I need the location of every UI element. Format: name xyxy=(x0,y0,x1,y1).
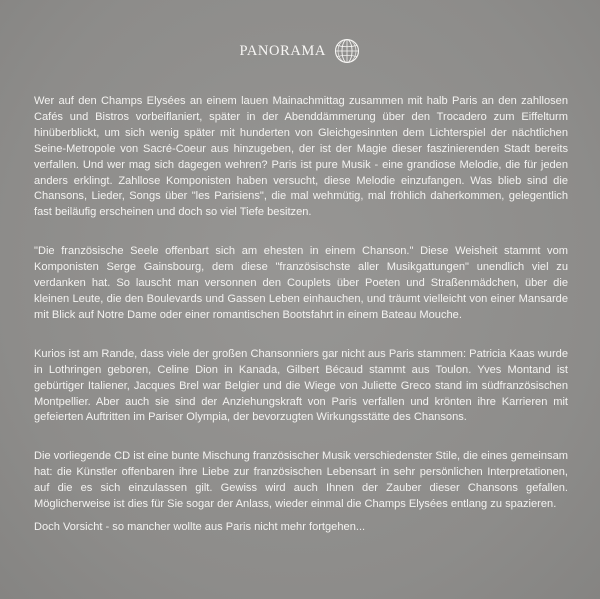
logo-text: PANORAMA xyxy=(239,42,326,59)
paragraph-1: Wer auf den Champs Elysées an einem lauen Mainachmittag zusammen mit halb Paris an den zahllosen Cafés und Bistros vorbeiflaniert, später in der Abenddämmerung über den Trocadero zum Eiffelturm hinüberblickt, um sich wenig später mit hunderten von Gleichgesinnten dem Lichterspiel der nächtlichen Seine-Metropole von Sacré-Coeur aus hinzugeben, der ist der Magie dieser faszinierenden Stadt bereits verfallen. Und wer mag sich dagegen wehren? Paris ist pure Musik - eine grandiose Melodie, die für jeden anders erklingt. Zahllose Komponisten haben versucht, diese Melodie einzufangen. Was blieb sind die Chansons, Lieder, Songs über "les Parisiens", die mal wehmütig, mal fröhlich daherkommen, gelegentlich fast beiläufig erscheinen und doch so viel Tiefe besitzen. xyxy=(34,95,568,219)
paragraph-2: "Die französische Seele offenbart sich am ehesten in einem Chanson." Diese Weisheit stammt vom Komponisten Serge Gainsbourg, dem diese "französischste aller Musikgattungen" unendlich viel zu verdanken hat. So lauscht man versonnen den Couplets über Poeten und Straßenmädchen, über die kleinen Leute, die den Boulevards und Gassen Leben einhauchen, und träumt vielleicht von einer Mansarde mit Blick auf Notre Dame oder einer romantischen Bootsfahrt in einem Bateau Mouche. xyxy=(34,245,568,321)
booklet-text xyxy=(34,94,568,559)
closing-line: Doch Vorsicht - so mancher wollte aus Paris nicht mehr fortgehen... xyxy=(34,520,366,533)
paragraph-4: Die vorliegende CD ist eine bunte Mischung französischer Musik verschiedenster Stile, die eines gemeinsam hat: die Künstler offenbaren ihre Liebe zur französischen Lebensart in sehr persönlichen Interpretationen, auf die es sich einzulassen gilt. Gewiss wird auch Ihnen der Zauber dieser Chansons gefallen. Möglicherweise ist dies für Sie sogar der Anlass, wieder einmal die Champs Elysées entlang zu spazieren. xyxy=(34,450,568,511)
panorama-logo xyxy=(0,38,600,78)
paragraph-3: Kurios ist am Rande, dass viele der großen Chansonniers gar nicht aus Paris stammen: Patricia Kaas wurde in Lothringen geboren, Celine Dion in Kanada, Gilbert Bécaud stammt aus Toulon. Yves Montand ist gebürtiger Italiener, Jacques Brel war Belgier und die Wiege von Juliette Greco stand im südfranzösischen Montpellier. Aber auch sie sind der Anziehungskraft von Paris verfallen und krönten ihre Karrieren mit gefeierten Auftritten im Pariser Olympia, der bevorzugten Wirkungsstätte des Chansons. xyxy=(34,347,568,424)
globe-icon xyxy=(334,38,360,64)
